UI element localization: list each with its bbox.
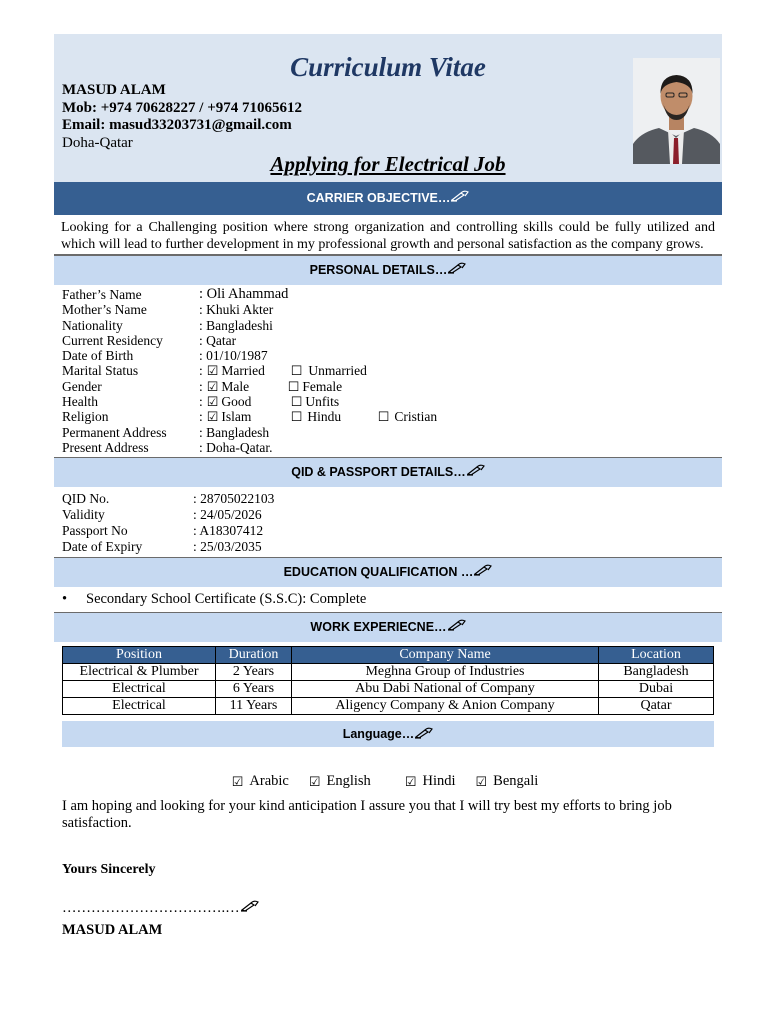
- education-item-text: Secondary School Certificate (S.S.C): Complete: [86, 591, 367, 608]
- cristian-option[interactable]: [378, 409, 437, 424]
- table-row: [63, 681, 714, 698]
- colon: :: [199, 394, 203, 410]
- closing-paragraph: I am hoping and looking for your kind anticipation I assure you that I will try best my efforts to bring job satisfaction.: [62, 798, 672, 832]
- permanent-address-value: : Bangladesh: [199, 424, 270, 440]
- qid-heading: QID & PASSPORT DETAILS…: [291, 465, 466, 480]
- objective-text: Looking for a Challenging position where strong organization and controlling skills could be fully utilized and which will lead to further development in my professional growth and personal satisfaction as the company grows.: [54, 215, 722, 255]
- good-label: Good: [221, 394, 252, 410]
- education-item: [54, 587, 722, 612]
- dob-value: : 01/10/1987: [199, 348, 268, 364]
- passport-label: Passport No: [62, 523, 128, 539]
- bullet: •: [62, 591, 68, 608]
- signature-line: [54, 878, 722, 917]
- fathers-name-value: : Oli Ahammad: [199, 286, 289, 302]
- nationality-row: [62, 318, 714, 333]
- column-header-position: Position: [63, 647, 216, 664]
- unchecked-checkbox-icon[interactable]: ☐: [290, 394, 303, 410]
- gender-options: [199, 379, 342, 394]
- dob-label: Date of Birth: [62, 348, 134, 364]
- qid-details: [54, 487, 722, 555]
- column-header-duration: Duration: [216, 647, 292, 664]
- profile-photo: [633, 58, 720, 164]
- objective-heading-bar: [54, 182, 722, 215]
- mothers-name-row: [62, 302, 714, 317]
- checked-checkbox-icon[interactable]: ☑: [308, 773, 321, 789]
- education-heading-bar: [54, 557, 722, 587]
- language-label: Hindi: [422, 773, 456, 790]
- colon: :: [199, 363, 203, 379]
- writing-hand-icon: [474, 558, 492, 587]
- writing-hand-icon: [467, 458, 485, 487]
- good-option[interactable]: [207, 394, 291, 409]
- cv-title: Curriculum Vitae: [290, 52, 486, 82]
- male-label: Male: [221, 378, 250, 394]
- duration-cell: 2 Years: [216, 664, 292, 681]
- residency-label: Current Residency: [62, 332, 163, 348]
- checked-checkbox-icon[interactable]: ☑: [206, 394, 219, 410]
- language-label: English: [326, 773, 371, 790]
- gender-row: [62, 379, 714, 394]
- unmarried-label: Unmarried: [308, 363, 367, 379]
- unfits-label: Unfits: [305, 394, 340, 410]
- present-address-value: : Doha-Qatar.: [199, 439, 273, 455]
- qid-no-label: QID No.: [62, 491, 110, 507]
- work-heading-bar: [54, 612, 722, 642]
- permanent-address-label: Permanent Address: [62, 424, 167, 440]
- present-address-row: [62, 440, 714, 455]
- checked-checkbox-icon[interactable]: ☑: [475, 773, 488, 789]
- objective-heading: CARRIER OBJECTIVE…: [306, 191, 451, 205]
- table-row: [63, 664, 714, 681]
- education-heading: EDUCATION QUALIFICATION …: [283, 565, 474, 580]
- health-row: [62, 394, 714, 409]
- language-hindi[interactable]: [405, 773, 456, 790]
- male-option[interactable]: [207, 379, 288, 394]
- qid-heading-bar: [54, 457, 722, 487]
- health-options: [199, 394, 339, 409]
- checked-checkbox-icon[interactable]: ☑: [206, 378, 219, 394]
- health-label: Health: [62, 394, 98, 410]
- islam-label: Islam: [221, 409, 252, 425]
- company-cell: Abu Dabi National of Company: [292, 681, 599, 698]
- marital-status-options: [199, 363, 367, 378]
- unchecked-checkbox-icon[interactable]: ☐: [290, 409, 303, 425]
- unfits-option[interactable]: [291, 394, 339, 409]
- married-option[interactable]: [207, 363, 291, 378]
- duration-cell: 6 Years: [216, 681, 292, 698]
- personal-details: [54, 285, 722, 455]
- work-experience-table: [62, 646, 714, 715]
- writing-hand-icon: [415, 722, 433, 748]
- language-arabic[interactable]: [232, 773, 289, 790]
- home-location: Doha-Qatar: [62, 134, 133, 151]
- nationality-label: Nationality: [62, 317, 123, 333]
- language-label: Arabic: [249, 773, 289, 790]
- unmarried-option[interactable]: [291, 363, 367, 378]
- hindu-option[interactable]: [291, 409, 378, 424]
- mothers-name-label: Mother’s Name: [62, 302, 147, 318]
- company-cell: Meghna Group of Industries: [292, 664, 599, 681]
- expiry-label: Date of Expiry: [62, 539, 143, 555]
- gender-label: Gender: [62, 378, 102, 394]
- permanent-address-row: [62, 425, 714, 440]
- company-cell: Aligency Company & Anion Company: [292, 698, 599, 715]
- marital-status-row: [62, 363, 714, 378]
- validity-value: : 24/05/2026: [193, 507, 262, 523]
- location-cell: Dubai: [599, 681, 714, 698]
- table-header-row: [63, 647, 714, 664]
- personal-details-heading-bar: [54, 255, 722, 285]
- language-heading: Language…: [342, 727, 415, 742]
- validity-row: [62, 507, 714, 523]
- checked-checkbox-icon[interactable]: ☑: [206, 409, 219, 425]
- unchecked-checkbox-icon[interactable]: ☐: [290, 363, 303, 379]
- language-list: [68, 773, 722, 790]
- checked-checkbox-icon[interactable]: ☑: [231, 773, 244, 789]
- table-row: [63, 698, 714, 715]
- language-english[interactable]: [309, 773, 371, 790]
- fathers-name-row: [62, 287, 714, 302]
- marital-status-label: Marital Status: [62, 363, 139, 379]
- passport-row: [62, 523, 714, 539]
- dob-row: [62, 348, 714, 363]
- location-cell: Bangladesh: [599, 664, 714, 681]
- profile-photo-image: [633, 58, 720, 164]
- expiry-row: [62, 539, 714, 555]
- writing-hand-icon: [241, 900, 259, 917]
- job-application-title: Applying for Electrical Job: [270, 152, 506, 176]
- column-header-company: Company Name: [292, 647, 599, 664]
- female-option[interactable]: [288, 379, 342, 394]
- yours-sincerely: Yours Sincerely: [62, 862, 156, 878]
- expiry-value: : 25/03/2035: [193, 539, 262, 555]
- contact-block: [62, 82, 302, 152]
- qid-no-row: [62, 491, 714, 507]
- writing-hand-icon: [448, 256, 466, 285]
- mothers-name-value: : Khuki Akter: [199, 302, 274, 318]
- duration-cell: 11 Years: [216, 698, 292, 715]
- hindu-label: Hindu: [307, 409, 342, 425]
- cv-header: [54, 34, 722, 182]
- passport-value: : A18307412: [193, 523, 264, 539]
- religion-options: [199, 409, 437, 424]
- signature-name: MASUD ALAM: [62, 922, 163, 939]
- language-heading-bar: [62, 721, 714, 747]
- position-cell: Electrical: [63, 698, 216, 715]
- email-address: Email: masud33203731@gmail.com: [62, 117, 292, 133]
- cristian-label: Cristian: [394, 409, 438, 425]
- checked-checkbox-icon[interactable]: ☑: [404, 773, 417, 789]
- married-label: Married: [221, 363, 265, 379]
- religion-row: [62, 409, 714, 424]
- language-bengali[interactable]: [476, 773, 539, 790]
- cv-page: [54, 34, 722, 939]
- work-heading: WORK EXPERIECNE…: [310, 620, 447, 635]
- residency-value: : Qatar: [199, 332, 237, 348]
- present-address-label: Present Address: [62, 439, 149, 455]
- applicant-name: MASUD ALAM: [62, 82, 166, 98]
- column-header-location: Location: [599, 647, 714, 664]
- female-label: Female: [302, 378, 343, 394]
- position-cell: Electrical: [63, 681, 216, 698]
- nationality-value: : Bangladeshi: [199, 317, 273, 333]
- fathers-name-label: Father’s Name: [62, 287, 142, 302]
- residency-row: [62, 333, 714, 348]
- mobile-number: Mob: +974 70628227 / +974 71065612: [62, 99, 303, 116]
- islam-option[interactable]: [207, 409, 291, 424]
- writing-hand-icon: [448, 613, 466, 642]
- validity-label: Validity: [62, 507, 105, 523]
- checked-checkbox-icon[interactable]: ☑: [206, 363, 219, 379]
- qid-no-value: : 28705022103: [193, 491, 275, 507]
- unchecked-checkbox-icon[interactable]: ☐: [287, 378, 300, 394]
- writing-hand-icon: [451, 182, 469, 215]
- signature-dots: …………………………….…: [62, 900, 240, 917]
- colon: :: [199, 378, 203, 394]
- religion-label: Religion: [62, 409, 109, 425]
- unchecked-checkbox-icon[interactable]: ☐: [377, 409, 390, 425]
- personal-details-heading: PERSONAL DETAILS…: [309, 263, 448, 277]
- position-cell: Electrical & Plumber: [63, 664, 216, 681]
- language-label: Bengali: [493, 773, 539, 790]
- colon: :: [199, 409, 203, 425]
- location-cell: Qatar: [599, 698, 714, 715]
